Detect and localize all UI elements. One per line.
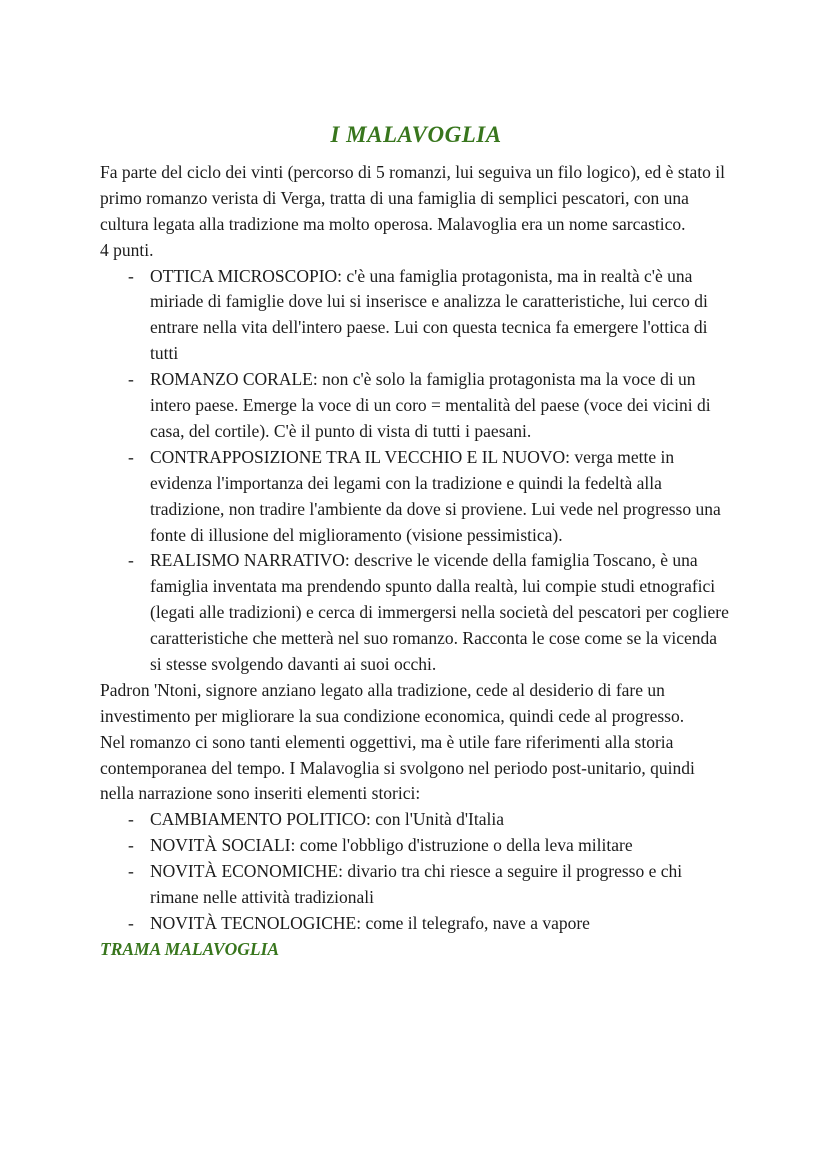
list-item-text: CONTRAPPOSIZIONE TRA IL VECCHIO E IL NUOVO: verga mette in evidenza l'importanza dei legami con la tradizione e quindi la fedeltà alla tradizione, non tradire l'ambiente da dove si proviene. Lui vede nel progresso una fonte di illusione del miglioramento (visione pessimistica). — [150, 446, 721, 545]
bullet-dash: - — [128, 446, 134, 467]
bullet-dash: - — [128, 809, 134, 830]
list-item — [100, 911, 732, 937]
padron-paragraph: Padron 'Ntoni, signore anziano legato alla tradizione, cede al desiderio di fare un investimento per migliorare la sua condizione economica, quindi cede al progresso. — [100, 679, 685, 726]
list-item — [100, 264, 732, 368]
bullet-dash: - — [128, 912, 134, 933]
bullet-dash: - — [128, 835, 134, 856]
bullet-dash: - — [128, 550, 134, 571]
list-item — [100, 859, 732, 911]
intro-paragraph: Fa parte del ciclo dei vinti (percorso di 5 romanzi, lui seguiva un filo logico), ed è stato il primo romanzo verista di Verga, tratta di una famiglia di semplici pescatori, con una cultura legata alla tradizione ma molto operosa. Malavoglia era un nome sarcastico. — [100, 162, 725, 234]
trama-heading: TRAMA MALAVOGLIA — [100, 938, 280, 959]
list-item — [100, 445, 732, 549]
bullet-dash: - — [128, 369, 134, 390]
list-item-text: NOVITÀ SOCIALI: come l'obbligo d'istruzione o della leva militare — [150, 835, 633, 856]
historical-context-paragraph: Nel romanzo ci sono tanti elementi oggettivi, ma è utile fare riferimenti alla storia contemporanea del tempo. I Malavoglia si svolgono nel periodo post-unitario, quindi nella narrazione sono inseriti elementi storici: — [100, 731, 695, 804]
list-item-text: OTTICA MICROSCOPIO: c'è una famiglia protagonista, ma in realtà c'è una miriade di famiglie dove lui si inserisce e analizza le caratteristiche, lui cerco di entrare nella vita dell'intero paese. Lui con questa tecnica fa emergere l'ottica di tutti — [150, 265, 708, 364]
list-item-text: ROMANZO CORALE: non c'è solo la famiglia protagonista ma la voce di un intero paese. Emerge la voce di un coro = mentalità del paese (voce dei vicini di casa, del cortile). C'è il punto di vista di tutti i paesani. — [150, 369, 711, 441]
list-item-text: NOVITÀ TECNOLOGICHE: come il telegrafo, nave a vapore — [150, 912, 590, 933]
list-item-text: NOVITÀ ECONOMICHE: divario tra chi riesce a seguire il progresso e chi rimane nelle attività tradizionali — [150, 861, 683, 907]
bullet-dash: - — [128, 265, 134, 286]
list-item — [100, 367, 732, 445]
doc-title: I MALAVOGLIA — [330, 122, 502, 147]
points-count-label: 4 punti. — [100, 239, 154, 260]
list-item-text: CAMBIAMENTO POLITICO: con l'Unità d'Italia — [150, 809, 504, 830]
bullet-dash: - — [128, 861, 134, 882]
list-item-text: REALISMO NARRATIVO: descrive le vicende della famiglia Toscano, è una famiglia inventata ma prendendo spunto dalla realtà, lui compie studi etnografici (legati alle tradizioni) e cerca di immergersi nella società del pescatori per cogliere caratteristiche che metterà nel suo romanzo. Racconta le cose come se la vicenda si stesse svolgendo davanti ai suoi occhi. — [150, 550, 729, 674]
narrative-points-list — [100, 264, 732, 678]
list-item — [100, 807, 732, 833]
list-item — [100, 548, 732, 677]
list-item — [100, 833, 732, 859]
historical-points-list — [100, 807, 732, 936]
